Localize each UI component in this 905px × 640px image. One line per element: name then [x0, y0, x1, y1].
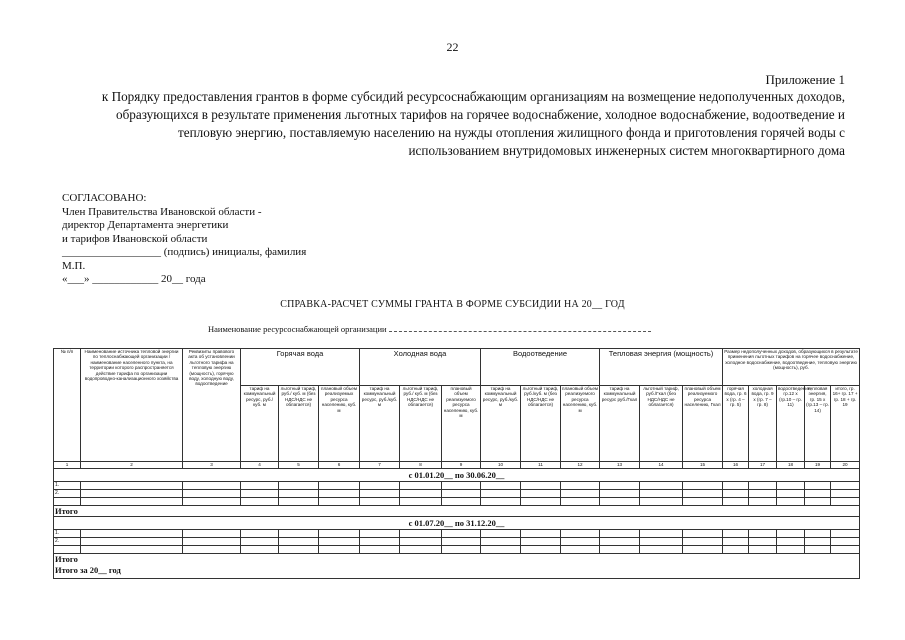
sub-cw-tariff: тариф на коммунальный ресурс, руб./куб. м — [360, 386, 400, 462]
col-num: 11 — [521, 462, 561, 469]
approval-line-2: директор Департамента энергетики — [62, 219, 229, 231]
sub-grant-hot: горячая вода, гр. 6 x (гр. 4 – гр. 5) — [723, 386, 749, 462]
group-grant: Размер недополученных доходов, образующихся в результате применения льготных тарифов на горячее водоснабжение, холодное водоснабжение, водоотведение, тепловую энергию (мощность), руб. — [723, 349, 860, 386]
approval-date: «___» ____________ 20__ года — [62, 273, 206, 285]
table-row — [54, 530, 860, 538]
group-cold-water: Холодная вода — [360, 349, 481, 386]
approval-block — [62, 192, 306, 287]
row-number: 1. — [54, 530, 81, 538]
total-year-label: Итого за 20__ год — [55, 565, 121, 575]
col-num: 5 — [279, 462, 319, 469]
group-heat: Тепловая энергия (мощность) — [600, 349, 723, 386]
col-num: 6 — [319, 462, 360, 469]
sub-ht-tariff: тариф на коммунальный ресурс руб./Гкал — [600, 386, 640, 462]
sub-cw-pref: льготный тариф, руб./ куб. м (без НДС/НДС не облагается) — [400, 386, 442, 462]
col-num: 20 — [831, 462, 860, 469]
row-number: 2. — [54, 490, 81, 498]
approval-line-3: и тарифов Ивановской области — [62, 232, 208, 245]
col-num: 12 — [561, 462, 600, 469]
col-num: 3 — [183, 462, 241, 469]
sub-dr-pref: льготный тариф, руб./куб. м (без НДС/НДС не облагается) — [521, 386, 561, 462]
col-num: 14 — [640, 462, 683, 469]
col-num: 18 — [777, 462, 805, 469]
sub-ht-pref: льготный тариф, руб./Гкал (без НДС/НДС не облагается) — [640, 386, 683, 462]
org-name-blank — [389, 325, 651, 332]
sub-hw-volume: плановый объем реализуемых ресурса населению, куб. м — [319, 386, 360, 462]
col-act-header: Реквизиты правового акта об установлении льготного тарифа на тепловую энергию (мощность), горячую воду, холодную воду, водоотведение — [183, 349, 241, 462]
table-row — [54, 490, 860, 498]
column-number-row — [54, 462, 860, 469]
col-num: 4 — [241, 462, 279, 469]
sub-hw-tariff: тариф на коммунальный ресурс, руб./куб. м — [241, 386, 279, 462]
group-hot-water: Горячая вода — [241, 349, 360, 386]
totals-block — [54, 554, 860, 579]
period-row-1 — [54, 469, 860, 482]
sub-ht-volume: плановый объем реализуемого ресурса населению, Гкал — [683, 386, 723, 462]
sub-grant-drain: водоотведение, гр.12 x (гр.10 – гр. 11) — [777, 386, 805, 462]
total-label: Итого — [54, 506, 860, 517]
col-num: 8 — [400, 462, 442, 469]
total-label: Итого — [55, 554, 78, 564]
sub-grant-total: итого, гр. 16+ гр. 17 + гр. 18 + гр. 19 — [831, 386, 860, 462]
approval-line-1: Член Правительства Ивановской области - — [62, 205, 262, 218]
sub-grant-cold: холодная вода, гр. 9 x (гр. 7 – гр. 8) — [749, 386, 777, 462]
col-num: 19 — [805, 462, 831, 469]
org-label: Наименование ресурсоснабжающей организации — [208, 324, 387, 334]
approval-heading: СОГЛАСОВАНО: — [62, 192, 147, 204]
table-row — [54, 482, 860, 490]
col-num: 7 — [360, 462, 400, 469]
appendix-title: Приложение 1 — [765, 72, 845, 87]
col-num: 17 — [749, 462, 777, 469]
appendix-text: к Порядку предоставления грантов в форме субсидий ресурсоснабжающим организациям на возмещение недополученных доходов, образующихся в результате применения льготных тарифов на горячее водоснабжение, холодное водоснабжение, водоотведение и тепловую энергию, поставляемую населению на нужды отопления жилищного фонда и приготовления горячей воды с использованием внутридомовых инженерных систем многоквартирного дома — [101, 89, 845, 158]
sub-grant-heat: тепловая энергия, гр. 15 x (гр.13 – гр. 14) — [805, 386, 831, 462]
total-row-1 — [54, 506, 860, 517]
col-source-header: Наименование источника тепловой энергии по теплоснабжающей организации / наименование населенного пункта, на территории которого распространяется действие тарифа по организации водопроводно-канализационного хозяйства — [81, 349, 183, 462]
row-number: 2. — [54, 538, 81, 546]
table-row — [54, 538, 860, 546]
col-num: 9 — [442, 462, 481, 469]
col-num: 2 — [81, 462, 183, 469]
approval-signature: __________________ (подпись) инициалы, фамилия — [62, 246, 307, 258]
group-drainage: Водоотведение — [481, 349, 600, 386]
grant-calculation-table — [53, 348, 860, 579]
col-num: 1 — [54, 462, 81, 469]
sub-dr-volume: плановый объем реализуемого ресурса населению, куб. м — [561, 386, 600, 462]
document-title: СПРАВКА-РАСЧЕТ СУММЫ ГРАНТА В ФОРМЕ СУБСИДИИ НА 20__ ГОД — [280, 299, 625, 310]
sub-hw-pref: льготный тариф, руб./ куб. м (без НДС/НДС не облагается) — [279, 386, 319, 462]
row-number: 1. — [54, 482, 81, 490]
period-row-2 — [54, 517, 860, 530]
col-num: 16 — [723, 462, 749, 469]
page-number: 22 — [446, 40, 459, 54]
col-number-header: № п/п — [54, 349, 81, 462]
total-row-2 — [54, 554, 860, 579]
approval-stamp: М.П. — [62, 259, 86, 272]
col-num: 10 — [481, 462, 521, 469]
col-num: 13 — [600, 462, 640, 469]
org-name-line — [208, 324, 651, 334]
sub-dr-tariff: тариф на коммунальный ресурс, руб./куб. м — [481, 386, 521, 462]
sub-cw-volume: плановый объем реализуемого ресурса населению, куб. м — [442, 386, 481, 462]
period-1: с 01.01.20__ по 30.06.20__ — [54, 469, 860, 482]
col-num: 15 — [683, 462, 723, 469]
table-row — [54, 546, 860, 554]
table-row — [54, 498, 860, 506]
period-2: с 01.07.20__ по 31.12.20__ — [54, 517, 860, 530]
header-row-groups — [54, 349, 860, 386]
